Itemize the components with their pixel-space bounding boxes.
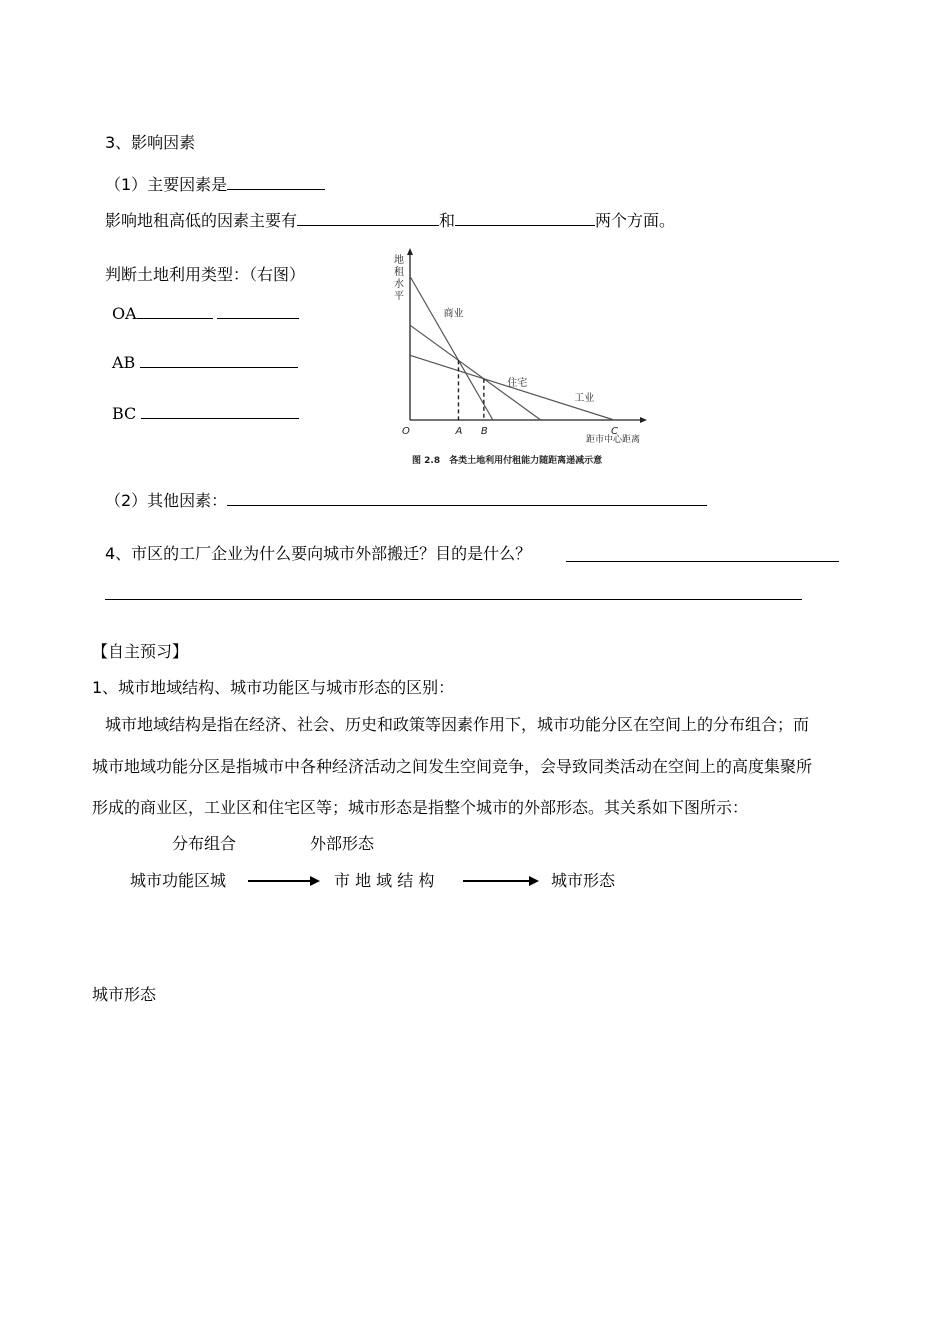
land-rent-chart [380, 245, 660, 470]
oa-row [112, 302, 299, 324]
section-4-question: 4、市区的工厂企业为什么要向城市外部搬迁？目的是什么？ [105, 544, 532, 563]
x-tick-label: C [611, 426, 619, 437]
ab-label: AB [112, 353, 136, 372]
x-axis-label: 距市中心距离 [586, 435, 641, 445]
rent-factors-and: 和 [439, 211, 456, 230]
section-4-blank-1[interactable] [566, 561, 839, 562]
paragraph-line-1: 城市地域结构是指在经济、社会、历史和政策等因素作用下，城市功能分区在空间上的分布组合；而 [105, 715, 810, 734]
chart-title: 图 2.8 各类土地利用付租能力随距离递减示意 [412, 456, 603, 466]
section-3-title: 3、影响因素 [105, 133, 196, 152]
other-factors-blank[interactable] [227, 489, 707, 506]
rent-factors-start: 影响地租高低的因素主要有 [105, 211, 298, 230]
series-line-0 [410, 276, 493, 420]
y-axis-arrow [407, 248, 413, 255]
oa-blank-1[interactable] [137, 302, 213, 319]
series-label-0: 商业 [443, 308, 464, 320]
main-factor-blank[interactable] [227, 173, 325, 190]
judge-land-use-label: 判断土地利用类型：（右图） [105, 265, 306, 284]
oa-label: OA [112, 304, 137, 323]
rent-factors-sentence [105, 209, 675, 231]
y-axis-label-char: 平 [394, 291, 404, 302]
section-4-blank-2[interactable] [105, 599, 802, 600]
x-axis-arrow [640, 417, 647, 423]
rent-factors-end: 两个方面。 [595, 211, 676, 230]
y-axis-label-char: 租 [394, 267, 404, 278]
bc-row [112, 402, 299, 424]
self-preview-heading: 【自主预习】 [92, 642, 189, 661]
series-line-1 [410, 325, 541, 420]
bc-blank[interactable] [141, 402, 299, 419]
flow-arrow-1 [248, 880, 318, 882]
item-1-title: 1、城市地域结构、城市功能区与城市形态的区别： [92, 678, 455, 697]
y-axis-label-char: 水 [394, 279, 404, 290]
flow-arrow-2 [463, 880, 537, 882]
origin-label: O [402, 426, 410, 437]
paragraph-line-3: 形成的商业区，工业区和住宅区等；城市形态是指整个城市的外部形态。其关系如下图所示： [92, 798, 749, 817]
main-factor-label: （1）主要因素是 [105, 175, 228, 194]
ab-row [112, 351, 298, 373]
flow-label-distribution: 分布组合 [172, 834, 237, 853]
flow-node-functional-zones: 城市功能区城 [130, 871, 227, 890]
flow-label-external-form: 外部形态 [310, 834, 375, 853]
ab-blank[interactable] [140, 351, 298, 368]
urban-form-label: 城市形态 [92, 985, 157, 1004]
flow-node-regional-structure: 市 地 域 结 构 [334, 871, 435, 890]
rent-factor-blank-2[interactable] [455, 209, 595, 226]
x-tick-label: A [455, 426, 463, 437]
bc-label: BC [112, 404, 137, 423]
other-factors-label: （2）其他因素： [105, 491, 228, 510]
x-tick-label: B [480, 426, 488, 437]
oa-blank-2[interactable] [217, 302, 299, 319]
main-factor-question [105, 173, 325, 195]
y-axis-label-char: 地 [394, 255, 404, 266]
other-factors-question [105, 489, 707, 511]
flow-node-urban-form: 城市形态 [551, 871, 616, 890]
rent-factor-blank-1[interactable] [297, 209, 439, 226]
paragraph-line-2: 城市地域功能分区是指城市中各种经济活动之间发生空间竞争，会导致同类活动在空间上的高度集聚所 [92, 757, 813, 776]
series-label-2: 工业 [574, 392, 595, 404]
series-label-1: 住宅 [507, 377, 528, 389]
